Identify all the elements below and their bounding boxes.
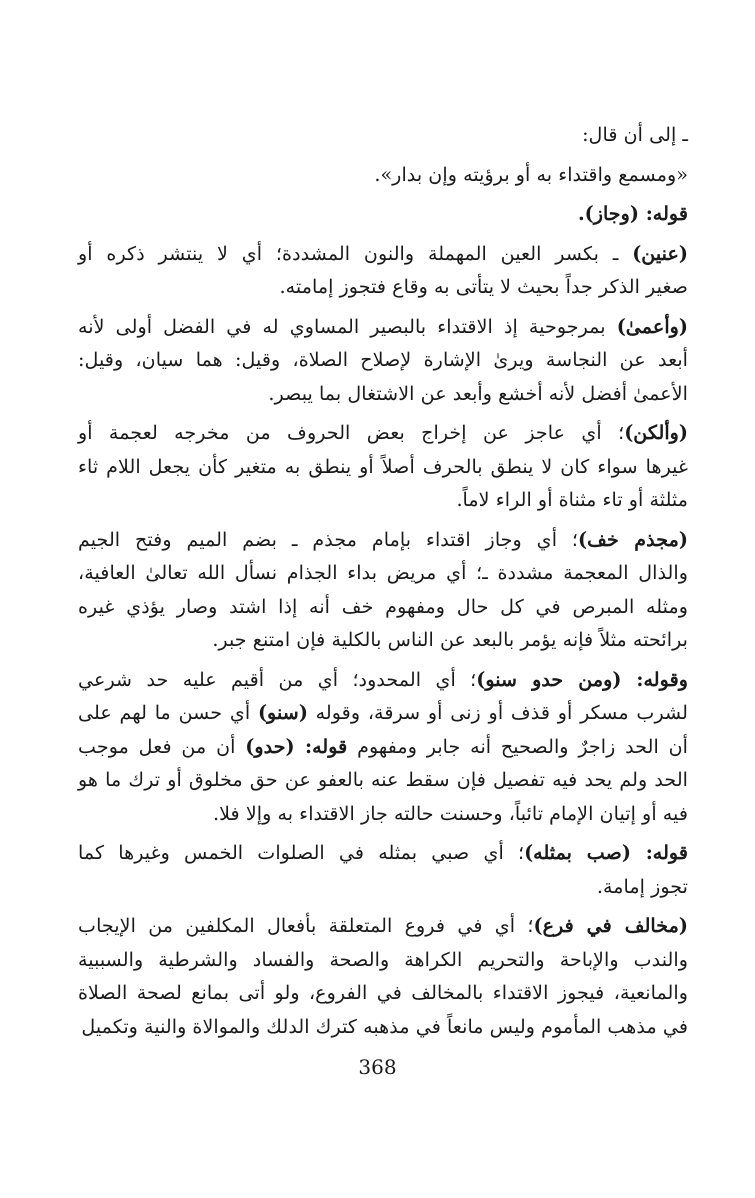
- paragraph: [78, 197, 688, 231]
- text-line: [78, 416, 688, 450]
- bold-term: (وأعمىٰ): [616, 314, 688, 338]
- text-run: ومثله المبرص في كل حال ومفهوم خف أنه إذا اشتد وصار يؤذي غيره: [78, 594, 688, 618]
- text-run: الحد ولم يحد فيه تفصيل فإن سقط عنه بالعفو عن حق مخلوق أو ترك ما هو: [78, 768, 688, 791]
- text-run: تجوز إمامة.: [596, 874, 688, 898]
- paragraph: [78, 416, 688, 517]
- text-line: [78, 943, 688, 977]
- bold-term: قوله: (حدو): [245, 734, 348, 758]
- bold-term: (سنو): [257, 701, 308, 724]
- bold-term: قوله: (وجاز).: [577, 202, 688, 225]
- bold-term: (مخالف في فرع): [533, 914, 689, 937]
- paragraph: [78, 836, 688, 903]
- bold-term: (ومن حدو سنو): [476, 667, 622, 691]
- text-run: أي حسن ما لهم على: [78, 701, 258, 724]
- text-line: [78, 483, 688, 517]
- bold-term: (مجذم خف): [578, 527, 688, 551]
- bold-term: قوله: (صب بمثله): [524, 841, 688, 864]
- text-line: [78, 523, 688, 557]
- text-run: ؛ أي عاجز عن إخراج بعض الحروف من مخرجه لعجمة أو: [78, 421, 625, 444]
- text-line: [78, 909, 688, 943]
- text-run: والذال المعجمة مشددة ـ؛ أي مريض بداء الجذام نسأل الله تعالىٰ العافية،: [78, 561, 688, 584]
- text-line: [78, 836, 688, 870]
- text-line: [78, 1010, 688, 1044]
- text-run: أن الحد زاجرٌ والصحيح أنه جابر ومفهوم: [347, 734, 688, 758]
- text-run: ـ بكسر العين المهملة والنون المشددة؛ أي لا ينتشر ذكره أو: [78, 241, 633, 265]
- text-run: والمانعية، فيجوز الاقتداء بالمخالف في الفروع، ولو أتى بمانع لصحة الصلاة: [78, 981, 688, 1004]
- text-run: ؛ أي وجاز اقتداء بإمام مجذم ـ بضم الميم وفتح الجيم: [78, 527, 579, 551]
- text-run: أبعد عن النجاسة ويرىٰ الإشارة لإصلاح الصلاة، وقيل: هما سيان، وقيل:: [78, 348, 688, 371]
- text-line: [78, 623, 688, 657]
- text-line: [78, 158, 688, 192]
- text-run: «ومسمع واقتداء به أو برؤيته وإن بدار».: [374, 162, 688, 186]
- text-line: [78, 696, 688, 730]
- text-run: غيرها سواء كان لا ينطق بالحرف أصلاً أو ينطق به متغير كأن يجعل اللام ثاء: [78, 454, 688, 478]
- text-run: أن من فعل موجب: [78, 734, 246, 758]
- paragraph: [78, 523, 688, 657]
- page-body: [78, 118, 688, 1049]
- paragraph: [78, 237, 688, 304]
- text-line: [78, 310, 688, 344]
- bold-term: (عنين): [632, 241, 688, 265]
- text-run: ؛ أي في فروع المتعلقة بأفعال المكلفين من الإيجاب: [78, 914, 534, 937]
- text-run: فيه أو إتيان الإمام تائباً، وحسنت حالته جاز الاقتداء به وإلا فلا.: [213, 801, 688, 825]
- bold-term: (وألكن): [624, 421, 688, 444]
- text-line: [78, 118, 688, 152]
- paragraph: [78, 118, 688, 152]
- bold-term: وقوله:: [621, 667, 689, 691]
- text-line: [78, 237, 688, 271]
- text-run: الأعمىٰ أفضل لأنه أخشع وأبعد عن الاشتغال بما يبصر.: [268, 381, 688, 405]
- text-line: [78, 377, 688, 411]
- text-run: مثلثة أو تاء مثناة أو الراء لاماً.: [456, 488, 688, 511]
- text-run: ـ إلى أن قال:: [582, 123, 688, 146]
- text-line: [78, 870, 688, 904]
- text-line: [78, 450, 688, 484]
- text-line: [78, 663, 688, 697]
- paragraph: [78, 310, 688, 411]
- text-run: لشرب مسكر أو قذف أو زنى أو سرقة، وقوله: [307, 701, 688, 724]
- text-line: [78, 197, 688, 231]
- text-run: والندب والإباحة والتحريم الكراهة والصحة والفساد والشرطية والسببية: [78, 947, 688, 971]
- paragraph: [78, 158, 688, 192]
- text-run: صغير الذكر جداً بحيث لا يتأتى به وقاع فتجوز إمامته.: [279, 275, 688, 298]
- text-line: [78, 343, 688, 377]
- page-number: 368: [358, 1055, 397, 1079]
- text-line: [78, 976, 688, 1010]
- paragraph: [78, 663, 688, 831]
- text-line: [78, 730, 688, 764]
- text-run: في مذهب المأموم وليس مانعاً في مذهبه كترك الدلك والموالاة والنية وتكميل: [81, 1014, 688, 1038]
- text-line: [78, 763, 688, 797]
- paragraph: [78, 909, 688, 1043]
- text-line: [78, 797, 688, 831]
- text-run: ؛ أي صبي بمثله في الصلوات الخمس وغيرها كما: [78, 841, 525, 864]
- text-line: [78, 270, 688, 304]
- text-line: [78, 590, 688, 624]
- text-run: بمرجوحية إذ الاقتداء بالبصير المساوي له في الفضل أولى لأنه: [78, 314, 617, 338]
- text-line: [78, 556, 688, 590]
- text-run: برائحته مثلاً فإنه يؤمر بالبعد عن الناس بالكلية فإن امتنع جبر.: [212, 628, 688, 651]
- text-run: ؛ أي المحدود؛ أي من أقيم عليه حد شرعي: [78, 667, 477, 691]
